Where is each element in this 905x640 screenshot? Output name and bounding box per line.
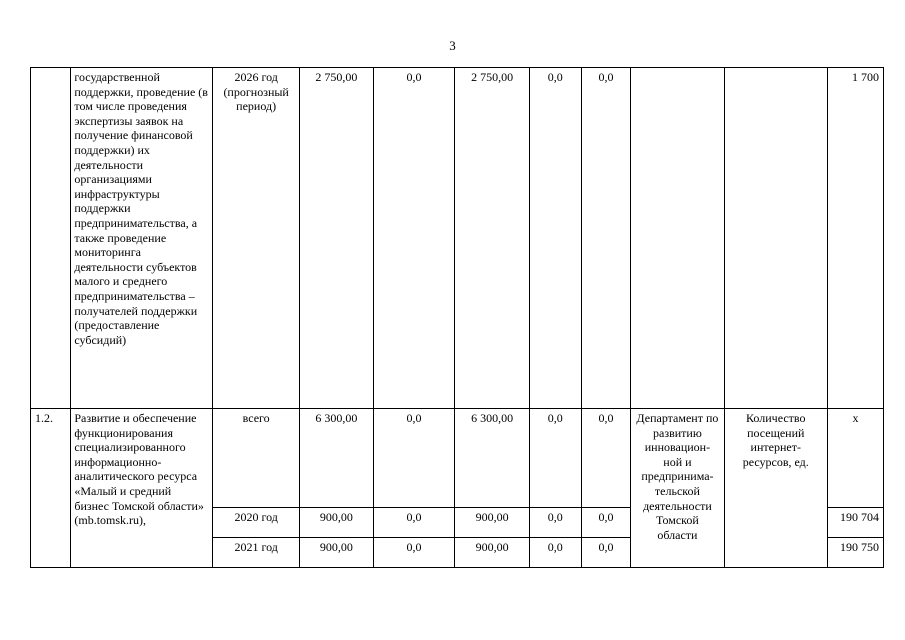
federal-budget-cell: 0,0 bbox=[373, 409, 455, 508]
table-row bbox=[31, 68, 884, 409]
local-budget-cell: 0,0 bbox=[529, 68, 581, 409]
federal-budget-cell: 0,0 bbox=[373, 68, 455, 409]
table-row bbox=[31, 409, 884, 508]
indicator-value-cell: x bbox=[828, 409, 884, 508]
other-sources-cell: 0,0 bbox=[581, 409, 631, 508]
period-cell: 2026 год (прогнозный период) bbox=[213, 68, 300, 409]
local-budget-cell: 0,0 bbox=[529, 538, 581, 568]
indicator-value-cell: 190 750 bbox=[828, 538, 884, 568]
executor-cell: Департамент по развитию инновацион-ной и предпринима-тельской деятельности Томской области bbox=[631, 409, 724, 568]
page-number: 3 bbox=[449, 38, 456, 53]
period-cell: 2020 год bbox=[213, 508, 300, 538]
total-cell: 2 750,00 bbox=[300, 68, 373, 409]
period-cell: всего bbox=[213, 409, 300, 508]
indicator-cell bbox=[724, 68, 828, 409]
executor-cell bbox=[631, 68, 724, 409]
measure-name-cell: государственной поддержки, проведение (в том числе проведения экспертизы заявок на получение финансовой поддержки) их деятельности организациями инфраструктуры поддержки предпринимательства, а также проведение мониторинга деятельности субъектов малого и среднего предпринимательства – получателей поддержки (предоставление субсидий) bbox=[71, 68, 213, 409]
total-cell: 900,00 bbox=[300, 538, 373, 568]
period-cell: 2021 год bbox=[213, 538, 300, 568]
regional-budget-cell: 900,00 bbox=[455, 538, 530, 568]
local-budget-cell: 0,0 bbox=[529, 409, 581, 508]
federal-budget-cell: 0,0 bbox=[373, 508, 455, 538]
program-table bbox=[30, 67, 884, 568]
regional-budget-cell: 2 750,00 bbox=[455, 68, 530, 409]
regional-budget-cell: 6 300,00 bbox=[455, 409, 530, 508]
indicator-value-cell: 190 704 bbox=[828, 508, 884, 538]
indicator-cell: Количество посещений интернет-ресурсов, ед. bbox=[724, 409, 828, 568]
indicator-value-cell: 1 700 bbox=[828, 68, 884, 409]
regional-budget-cell: 900,00 bbox=[455, 508, 530, 538]
total-cell: 900,00 bbox=[300, 508, 373, 538]
total-cell: 6 300,00 bbox=[300, 409, 373, 508]
other-sources-cell: 0,0 bbox=[581, 538, 631, 568]
other-sources-cell: 0,0 bbox=[581, 68, 631, 409]
row-number-cell: 1.2. bbox=[31, 409, 71, 568]
federal-budget-cell: 0,0 bbox=[373, 538, 455, 568]
local-budget-cell: 0,0 bbox=[529, 508, 581, 538]
row-number-cell bbox=[31, 68, 71, 409]
other-sources-cell: 0,0 bbox=[581, 508, 631, 538]
measure-name-cell: Развитие и обеспечение функционирования специализированного информационно-аналитического ресурса «Малый и средний бизнес Томской области» (mb.tomsk.ru), bbox=[71, 409, 213, 568]
